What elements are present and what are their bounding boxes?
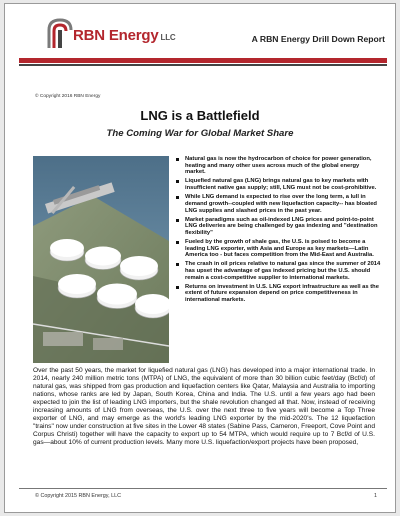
key-point: Market paradigms such as oil-indexed LNG prices and point-to-point LNG deliveries are being challenged by gas indexing and "destination flexibility": [175, 217, 381, 237]
page-number: 1: [374, 493, 377, 499]
rbn-logo-mark-icon: [45, 18, 75, 50]
logo-name: RBN Energy: [73, 27, 159, 44]
footer-copyright: © Copyright 2015 RBN Energy, LLC: [35, 493, 121, 499]
header-divider-dark: [19, 64, 387, 66]
body-paragraph: Over the past 50 years, the market for liquefied natural gas (LNG) has developed into a major international trade. In 2014, nearly 240 million metric tons (MTPA) of LNG, the equivalent of more than 30 billion cubic feet/day (Bcf/d) of natural gas, was shipped from gas production and liquefaction centers like Qatar, Malaysia and Australia to importing nations, whose ranks are led by Japan, South Korea, China and India. The U.S. until a few years ago had been expected to join the list of leading LNG importers, but the shale revolution changed all that. Now, instead of receiving increasing amounts of LNG from overseas, the U.S. over the next three to five years will become a Top Three exporter of LNG, and may emerge as the world's leading LNG exporter by the mid-2020's. The 12 liquefaction "trains" now under construction at five sites in the Lower 48 states (Sabine Pass, Cameron, Freeport, Cove Point and Corpus Christi) together will have the capacity to export up to 54 MTPA, which would require up to 7 Bcf/d of U.S. gas—about 10% of current production levels. Many more U.S. liquefaction/export projects have been proposed,: [33, 367, 375, 447]
report-page: [4, 3, 396, 513]
lng-terminal-image: [33, 156, 169, 363]
footer-divider: [19, 488, 387, 489]
report-type-label: A RBN Energy Drill Down Report: [251, 34, 385, 44]
lng-terminal-photo: [33, 156, 169, 363]
rbn-logo: [45, 18, 205, 50]
copyright-top: © Copyright 2016 RBN Energy: [35, 94, 101, 99]
key-points-list: [175, 156, 381, 306]
report-subtitle: The Coming War for Global Market Share: [106, 128, 294, 139]
key-point: The crash in oil prices relative to natural gas since the summer of 2014 has upset the advantage of gas indexed pricing but the U.S. should remain a cost-competitive supplier to international markets.: [175, 261, 381, 281]
report-title: LNG is a Battlefield: [140, 108, 260, 123]
logo-text: [73, 27, 175, 44]
logo-suffix: LLC: [160, 33, 176, 42]
key-point: Returns on investment in U.S. LNG export infrastructure as well as the extent of future expansion depend on price competitiveness in international markets.: [175, 284, 381, 304]
key-point: Natural gas is now the hydrocarbon of choice for power generation, heating and many other uses across much of the global energy market.: [175, 156, 381, 176]
key-point: Fueled by the growth of shale gas, the U.S. is poised to become a leading LNG exporter, with Asia and Europe as key markets—Latin America too - but faces competition from the Mid-East and Australia.: [175, 239, 381, 259]
key-point: While LNG demand is expected to rise over the long term, a lull in demand growth--coupled with new liquefaction capacity-- has bloated LNG supplies and slashed prices in the past year.: [175, 194, 381, 214]
header-divider: [19, 58, 387, 63]
key-point: Liquefied natural gas (LNG) brings natural gas to key markets with insufficient native gas supply; still, LNG must not be cost-prohibitive.: [175, 178, 381, 191]
